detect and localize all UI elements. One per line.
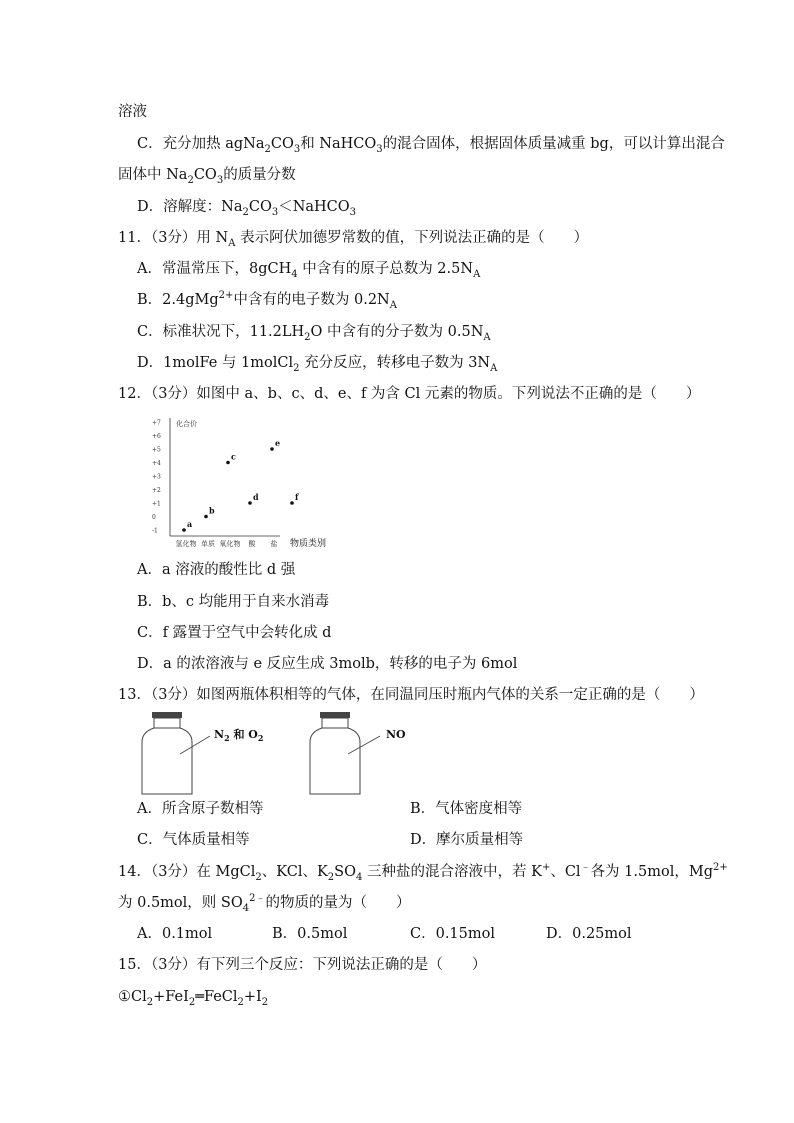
q11-option-b: B．2.4gMg$^{2+}$中含有的电子数为 $0.2N_A$ (137, 290, 397, 311)
y-tick-label: +6 (152, 433, 161, 440)
data-point-a (182, 528, 186, 532)
data-label-a: a (187, 519, 193, 529)
valence-chart (140, 412, 350, 552)
q10-continuation: 溶液 (118, 104, 147, 120)
data-label-e: e (275, 438, 281, 448)
bottle-label-left: $N_2$ 和 $O_2$ (214, 728, 264, 743)
q10-option-c-line2: 固体中 $Na_2CO_3$的质量分数 (118, 167, 296, 186)
q14-option-a: A．0.1mol (137, 926, 213, 942)
q12-stem: 12．（3分）如图中 a、b、c、d、e、f 为含 Cl 元素的物质。下列说法不正确的是（ ） (118, 386, 701, 402)
x-tick-label: 酸 (248, 540, 256, 548)
y-tick-label: +1 (152, 500, 161, 508)
gas-bottles-figure (140, 710, 440, 798)
x-axis-label: 物质类别 (290, 539, 327, 549)
q15-stem: 15．（3分）有下列三个反应：下列说法正确的是（ ） (118, 957, 487, 973)
q12-option-c: C．f 露置于空气中会转化成 d (137, 625, 332, 641)
y-tick-label: +3 (152, 473, 161, 481)
q13-option-d: D．摩尔质量相等 (410, 832, 524, 848)
q13-option-b: B．气体密度相等 (410, 801, 523, 817)
q14-option-d: D．0.25mol (546, 926, 632, 942)
y-tick-label: +7 (152, 419, 161, 427)
data-point-b (204, 515, 208, 519)
q10-option-d: D．溶解度：$Na_2CO_3<NaHCO_3$ (137, 199, 357, 218)
q14-stem: 14．（3分）在 MgCl$_2$、KCl、$K_2SO_4$ 三种盐的混合溶液中，若 K+、Cl﹣各为 1.5mol，$Mg^{2+}$ (118, 862, 728, 883)
q12-option-a: A．a 溶液的酸性比 d 强 (137, 562, 296, 578)
y-axis-label: 化合价 (176, 420, 197, 428)
q13-stem: 13．（3分）如图两瓶体积相等的气体，在同温同压时瓶内气体的关系一定正确的是（ ） (118, 687, 704, 703)
q11-option-d: D．1molFe 与 1molCl$_2$ 充分反应，转移电子数为 $3N_A$ (137, 355, 498, 374)
data-label-b: b (209, 505, 215, 516)
x-tick-label: 盐 (270, 540, 278, 548)
x-tick-label: 氧化物 (219, 540, 241, 548)
q14-stem-line2: 为 0.5mol，则 $SO_4^{2﹣}$的物质的量为（ ） (118, 893, 411, 914)
data-point-d (248, 501, 252, 505)
bottle-icon-left (142, 712, 210, 794)
y-tick-label: -1 (152, 527, 158, 535)
y-tick-label: +2 (152, 487, 161, 494)
q11-option-a: A．常温常压下，8gCH$_4$ 中含有的原子总数为 $2.5N_A$ (137, 261, 481, 280)
q14-option-c: C．0.15mol (410, 926, 495, 942)
q12-option-d: D．a 的浓溶液与 e 反应生成 3molb，转移的电子为 6mol (137, 656, 518, 672)
q13-option-a: A．所含原子数相等 (137, 801, 264, 817)
data-label-c: c (231, 451, 236, 462)
q11-stem: 11．（3分）用 $N_A$ 表示阿伏加德罗常数的值，下列说法正确的是（ ） (118, 230, 589, 249)
q10-option-c: C．充分加热 $agNa_2CO_3$和 NaHCO$_3$的混合固体，根据固体质量减重 bg，可以计算出混合 (137, 136, 725, 155)
q15-reaction-1: $①Cl_2+FeI_2═FeCl_2+I_2$ (118, 989, 269, 1008)
y-tick-label: 0 (152, 514, 156, 521)
data-label-d: d (253, 492, 259, 502)
data-label-f: f (295, 492, 299, 502)
q14-option-b: B．0.5mol (272, 926, 348, 942)
q11-option-c: C．标准状况下，$11.2LH_2O$ 中含有的分子数为 $0.5N_A$ (137, 324, 491, 343)
data-point-f (290, 501, 294, 505)
y-tick-label: +4 (152, 460, 161, 467)
data-point-e (270, 447, 274, 451)
y-tick-label: +5 (152, 446, 161, 454)
x-tick-label: 氢化物 (175, 540, 197, 548)
data-point-c (226, 461, 230, 465)
bottle-label-right: NO (386, 728, 406, 741)
x-tick-label: 单质 (201, 540, 215, 548)
q12-option-b: B．b、c 均能用于自来水消毒 (137, 594, 330, 610)
q13-option-c: C．气体质量相等 (137, 832, 250, 848)
bottle-icon-right (310, 712, 380, 794)
